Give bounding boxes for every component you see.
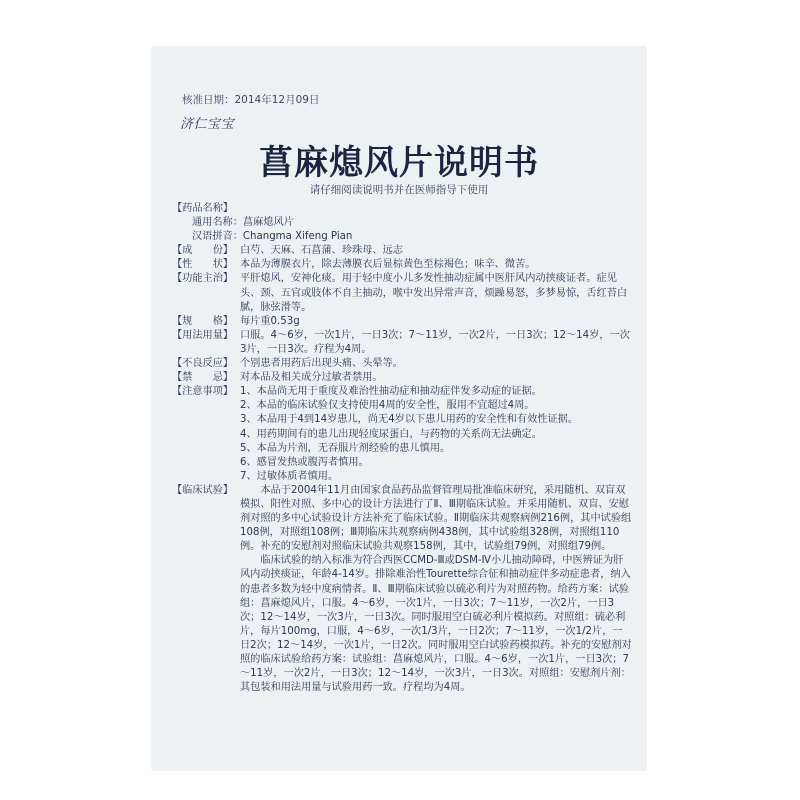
brand-logo: 济仁宝宝: [180, 117, 235, 132]
appearance-section: [172, 258, 632, 272]
drug-name-label: 【药品名称】: [172, 203, 234, 214]
leaflet-body: [172, 202, 632, 695]
drug-name-section: [172, 202, 632, 244]
precautions-label: 【注意事项】: [172, 386, 234, 398]
composition-label: 【成 份】: [172, 245, 234, 257]
precaution-item: 3、本品用于4到14岁患儿，尚无4岁以下患儿用药的安全性和有效性证据。: [240, 414, 579, 426]
precaution-item: 7、过敏体质者慎用。: [240, 470, 339, 482]
document-subtitle: 请仔细阅读说明书并在医师指导下使用: [309, 184, 489, 196]
clinical-section: [172, 484, 632, 695]
pinyin-name: 汉语拼音：Changma Xifeng Pian: [192, 231, 353, 243]
contraindications-label: 【禁 忌】: [172, 372, 234, 384]
adverse-label: 【不良反应】: [172, 358, 234, 370]
specification-section: [172, 315, 632, 329]
contraindications-section: [172, 371, 632, 385]
adverse-section: [172, 357, 632, 371]
precaution-item: 1、本品尚无用于重度及难治性抽动症和抽动症伴发多动症的证据。: [240, 386, 542, 398]
instruction-leaflet: [152, 47, 646, 770]
appearance-value: 本品为薄膜衣片，除去薄膜衣后显棕黄色至棕褐色；味辛、微苦。: [240, 259, 536, 271]
precaution-item: 6、感冒发热或腹泻者慎用。: [240, 456, 369, 468]
composition-section: [172, 244, 632, 258]
adverse-value: 个别患者用药后出现头痛、头晕等。: [240, 358, 403, 370]
clinical-paragraph-1: 本品于2004年11月由国家食品药品监督管理局批准临床研究，采用随机、双盲双模拟、阳性对照、多中心的设计方法进行了Ⅱ、Ⅲ期临床试验。并采用随机、双盲、安慰剂对照的多中心试验设计方法补充了临床试验。Ⅱ期临床共观察病例216例，其中试验组108例，对照组108例；Ⅲ期临床共观察病例438例，其中试验组328例，对照组110例。补充的安慰剂对照临床试验共观察158例，其中，试验组79例，对照组79例。: [240, 484, 632, 553]
indications-section: [172, 272, 632, 314]
indications-value: 平肝熄风，安神化痰。用于轻中度小儿多发性抽动症属中医肝风内动挟痰证者。症见头、颈、五官或肢体不自主抽动，喉中发出异常声音，烦躁易怒，多梦易惊，舌红苔白腻，脉弦滑等。: [240, 273, 628, 313]
precaution-item: 2、本品的临床试验仅支持使用4周的安全性，服用不宜超过4周。: [240, 400, 535, 412]
document-title: 菖麻熄风片说明书: [259, 143, 539, 183]
contraindications-value: 对本品及相关成分过敏者禁用。: [240, 372, 383, 384]
specification-label: 【规 格】: [172, 315, 234, 327]
appearance-label: 【性 状】: [172, 259, 234, 271]
dosage-section: [172, 329, 632, 357]
precautions-list: [240, 385, 632, 484]
precaution-item: 4、用药期间有的患儿出现轻度尿蛋白，与药物的关系尚无法确定。: [240, 428, 542, 440]
composition-value: 白芍、天麻、石菖蒲、珍珠母、远志: [240, 245, 403, 257]
dosage-value: 口服。4～6岁，一次1片，一日3次；7～11岁，一次2片，一日3次；12～14岁，一次3片，一日3次。疗程为4周。: [240, 329, 630, 355]
specification-value: 每片重0.53g: [240, 315, 300, 327]
approval-date: 核准日期：2014年12月09日: [182, 94, 320, 106]
clinical-text: [240, 484, 632, 695]
clinical-label: 【临床试验】: [172, 484, 234, 496]
indications-label: 【功能主治】: [172, 273, 234, 285]
dosage-label: 【用法用量】: [172, 329, 234, 341]
generic-name: 通用名称：菖麻熄风片: [192, 217, 294, 229]
precautions-section: [172, 385, 632, 484]
clinical-paragraph-2: 临床试验的纳入标准为符合西医CCMD-Ⅲ或DSM-Ⅳ小儿抽动障碍，中医辨证为肝风内动挟痰证，年龄4-14岁。排除难治性Tourette综合征和抽动症伴多动症患者，纳入的患者多数为轻中度病情者。Ⅱ、Ⅲ期临床试验以硫必利片为对照药物。给药方案：试验组：菖麻熄风片，口服。4～6岁，一次1片，一日3次；7～11岁，一次2片，一日3次；12～14岁，一次3片，一日3次。同时服用空白硫必利片模拟药。对照组：硫必利片，每片100mg，口服，4～6岁，一次1/3片，一日2次；7～11岁，一次1/2片，一日2次；12～14岁，一次1片，一日2次。同时服用空白试验药模拟药。补充的安慰剂对照的临床试验给药方案：试验组：菖麻熄风片，口服。4～6岁，一次1片，一日3次；7～11岁，一次2片，一日3次；12～14岁，一次3片，一日3次。对照组：安慰剂片剂：其包装和用法用量与试验用药一致。疗程均为4周。: [240, 555, 632, 694]
precaution-item: 5、本品为片剂，无吞服片剂经验的患儿慎用。: [240, 442, 451, 454]
